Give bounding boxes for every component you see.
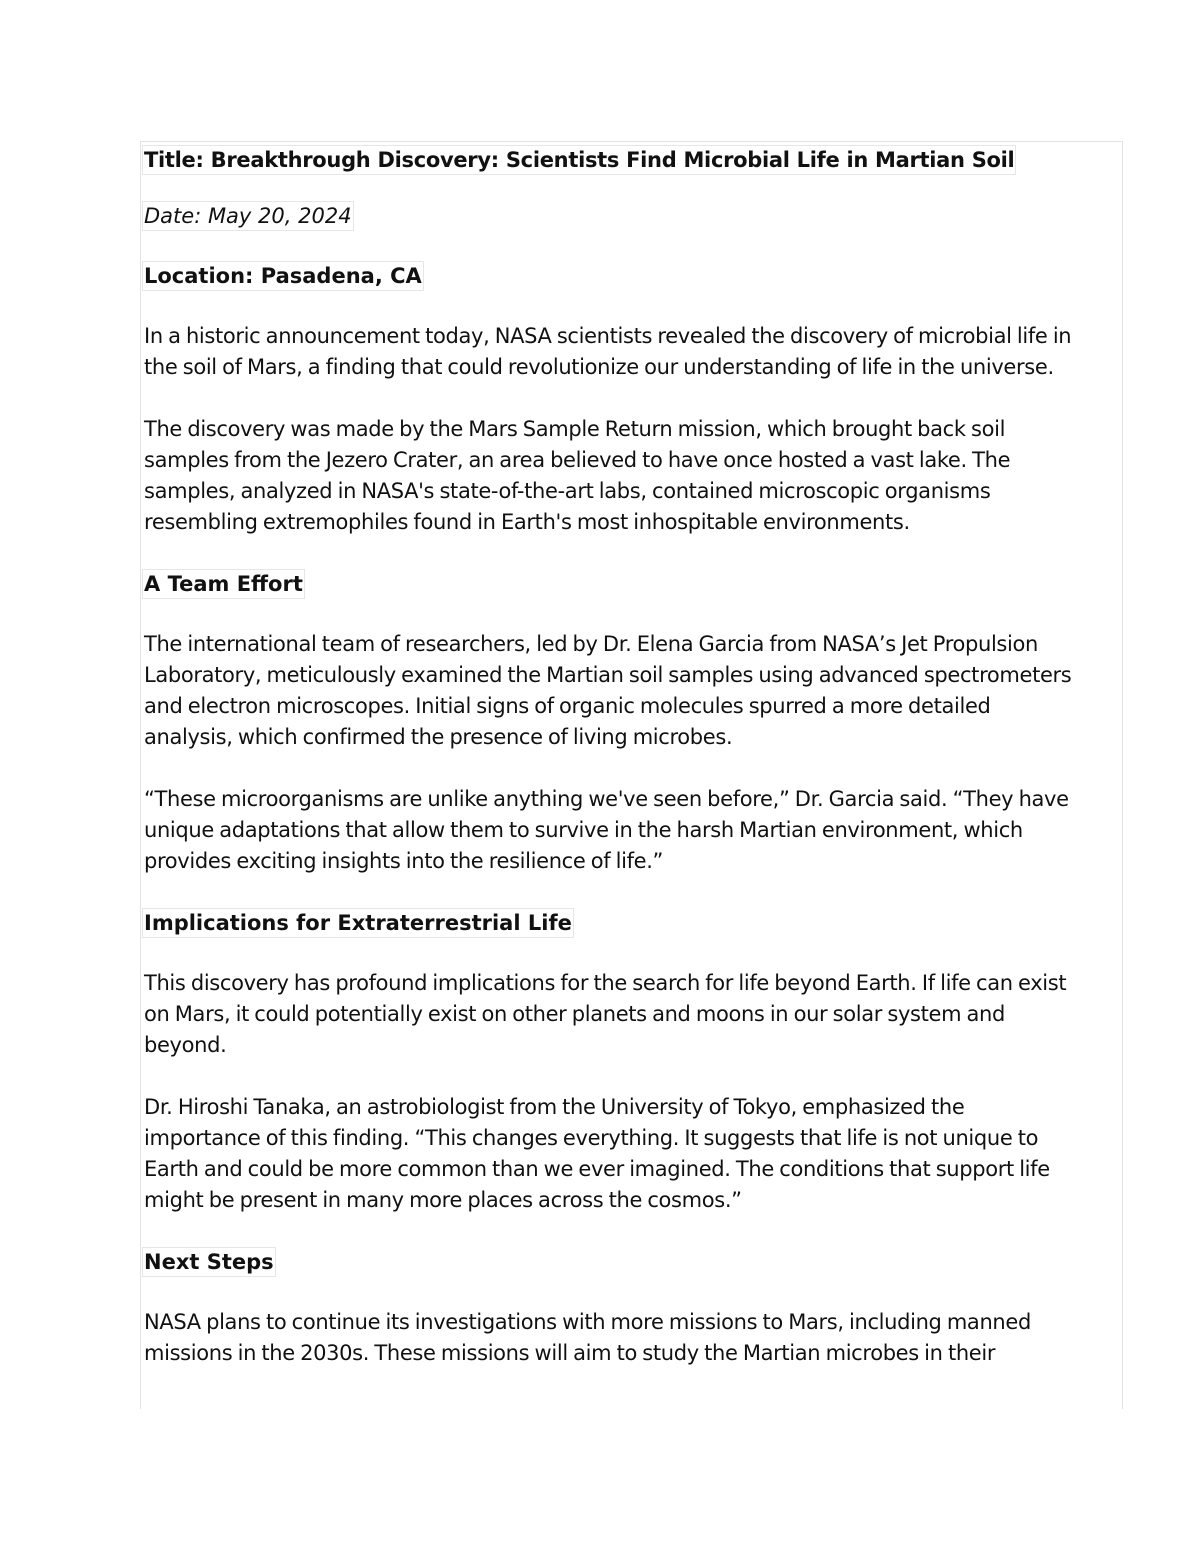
article-date: Date: May 20, 2024 <box>142 201 354 231</box>
paragraph: The international team of researchers, led by Dr. Elena Garcia from NASA’s Jet Propulsion Laboratory, meticulously examined the Martian soil samples using advanced spectrometers and electron microscopes. Initial signs of organic molecules spurred a more detailed analysis, which confirmed the presence of living microbes. <box>144 632 1072 749</box>
section-heading: Next Steps <box>142 1247 276 1277</box>
paragraph: NASA plans to continue its investigations with more missions to Mars, including manned missions in the 2030s. These missions will aim to study the Martian microbes in their <box>144 1310 1031 1365</box>
paragraph: Dr. Hiroshi Tanaka, an astrobiologist from the University of Tokyo, emphasized the importance of this finding. “This changes everything. It suggests that life is not unique to Earth and could be more common than we ever imagined. The conditions that support life might be present in many more places across the cosmos.” <box>144 1095 1050 1212</box>
section-heading-row <box>142 1247 1072 1277</box>
paragraph: In a historic announcement today, NASA scientists revealed the discovery of microbial life in the soil of Mars, a finding that could revolutionize our understanding of life in the universe. <box>144 324 1072 379</box>
paragraph: The discovery was made by the Mars Sample Return mission, which brought back soil samples from the Jezero Crater, an area believed to have once hosted a vast lake. The samples, analyzed in NASA's state-of-the-art labs, contained microscopic organisms resembling extremophiles found in Earth's most inhospitable environments. <box>144 417 1011 534</box>
article-location: Location: Pasadena, CA <box>142 261 424 291</box>
article-location-row <box>142 261 1072 291</box>
paragraph: This discovery has profound implications for the search for life beyond Earth. If life can exist on Mars, it could potentially exist on other planets and moons in our solar system and beyond. <box>144 971 1067 1057</box>
section-heading: A Team Effort <box>142 569 305 599</box>
article-date-row <box>142 201 1072 231</box>
section-heading: Implications for Extraterrestrial Life <box>142 908 574 938</box>
article-title-row <box>142 145 1072 175</box>
paragraph: “These microorganisms are unlike anything we've seen before,” Dr. Garcia said. “They have unique adaptations that allow them to survive in the harsh Martian environment, which provides exciting insights into the resilience of life.” <box>144 787 1069 873</box>
article-title: Title: Breakthrough Discovery: Scientists Find Microbial Life in Martian Soil <box>142 145 1016 175</box>
article-body <box>142 145 1072 1400</box>
section-heading-row <box>142 569 1072 599</box>
section-heading-row <box>142 908 1072 938</box>
document-page <box>140 141 1123 1409</box>
